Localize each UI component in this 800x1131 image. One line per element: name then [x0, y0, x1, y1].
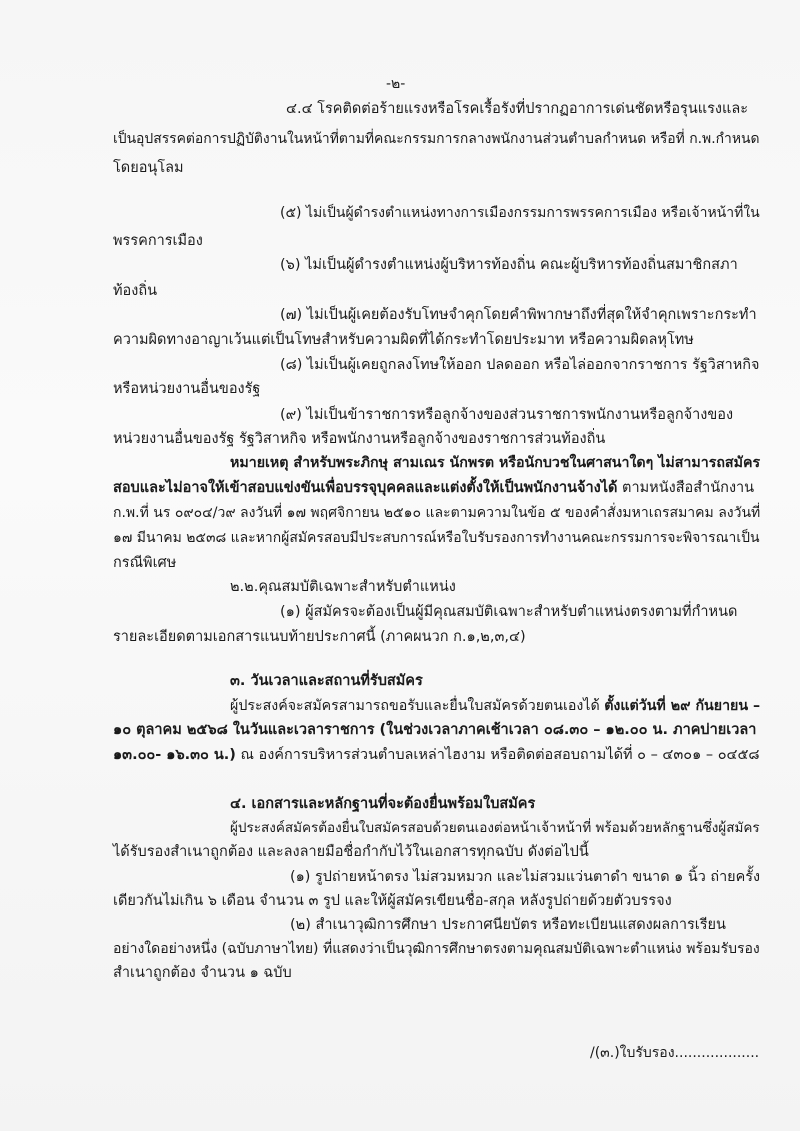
section-4-heading: ๔. เอกสารและหลักฐานที่จะต้องยื่นพร้อมใบสมัคร: [230, 796, 536, 812]
section-2-2-heading: ๒.๒.คุณสมบัติเฉพาะสำหรับตำแหน่ง: [230, 579, 456, 595]
remark-heading: หมายเหตุ สำหรับพระภิกษุ สามเณร นักพรต หรือนักบวชในศาสนาใดๆ ไม่สามารถสมัคร: [230, 455, 761, 471]
page-number: -๒-: [386, 76, 406, 92]
text-line: กรณีพิเศษ: [113, 555, 177, 571]
remark-text: ตามหนังสือสำนักงาน: [617, 480, 755, 496]
application-period-line: [230, 695, 760, 717]
application-time-end: ๑๓.๐๐- ๑๖.๓๐ น.): [113, 747, 236, 763]
qualification-item-5: (๕) ไม่เป็นผู้ดำรงตำแหน่งทางการเมืองกรรมการพรรคการเมือง หรือเจ้าหน้าที่ใน: [280, 205, 760, 221]
qualification-item-6: (๖) ไม่เป็นผู้ดำรงตำแหน่งผู้บริหารท้องถิ่น คณะผู้บริหารท้องถิ่นสมาชิกสภา: [280, 257, 738, 273]
text-line: ผู้ประสงค์สมัครต้องยื่นใบสมัครสอบด้วยตนเองต่อหน้าเจ้าหน้าที่ พร้อมด้วยหลักฐานซึ่งผู้สมัคร: [230, 820, 760, 836]
text-line: ความผิดทางอาญาเว้นแต่เป็นโทษสำหรับความผิดที่ได้กระทำโดยประมาท หรือความผิดลหุโทษ: [113, 332, 694, 348]
text-line: อย่างใดอย่างหนึ่ง (ฉบับภาษาไทย) ที่แสดงว่าเป็นวุฒิการศึกษาตรงตามคุณสมบัติเฉพาะตำแหน่ง พร้อมรับรอง: [113, 941, 760, 957]
text-line: เป็นอุปสรรคต่อการปฏิบัติงานในหน้าที่ตามที่คณะกรรมการกลางพนักงานส่วนตำบลกำหนด หรือที่ ก.พ.กำหนด: [113, 131, 760, 147]
text-line: ๑๗ มีนาคม ๒๕๓๘ และหากผู้สมัครสอบมีประสบการณ์หรือใบรับรองการทำงานคณะกรรมการจะพิจารณาเป็น: [113, 530, 760, 546]
qualification-item-8: (๘) ไม่เป็นผู้เคยถูกลงโทษให้ออก ปลดออก หรือไล่ออกจากราชการ รัฐวิสาหกิจ: [280, 357, 760, 373]
application-date-line: ๑๐ ตุลาคม ๒๕๖๘ ในวันและเวลาราชการ (ในช่วงเวลาภาคเช้าเวลา ๐๘.๓๐ – ๑๒.๐๐ น. ภาคบ่ายเวลา: [113, 722, 757, 738]
application-location: ณ องค์การบริหารส่วนตำบลเหล่าไฮงาม หรือติดต่อสอบถามได้ที่ ๐ – ๔๓๐๑ – ๐๔๕๘: [235, 747, 760, 763]
document-item-2: (๒) สำเนาวุฒิการศึกษา ประกาศนียบัตร หรือทะเบียนแสดงผลการเรียน: [290, 917, 726, 933]
text-line: โดยอนุโลม: [113, 160, 184, 176]
text-line: ก.พ.ที่ นร ๐๙๐๔/ว๙ ลงวันที่ ๑๗ พฤศจิกายน ๒๕๑๐ และตามความในข้อ ๕ ของคำสั่งมหาเถรสมาคม ลงวันที่: [113, 505, 761, 521]
text-line: ท้องถิ่น: [113, 283, 158, 299]
text-line: รายละเอียดตามเอกสารแนบท้ายประกาศนี้ (ภาคผนวก ก.๑,๒,๓,๔): [113, 629, 526, 645]
text-line: สำเนาถูกต้อง จำนวน ๑ ฉบับ: [113, 965, 292, 981]
remark-bold-text: สอบและไม่อาจให้เข้าสอบแข่งขันเพื่อบรรจุบุคคลและแต่งตั้งให้เป็นพนักงานจ้างได้: [113, 480, 618, 496]
qualification-item-7: (๗) ไม่เป็นผู้เคยต้องรับโทษจำคุกโดยคำพิพากษาถึงที่สุดให้จำคุกเพราะกระทำ: [280, 307, 757, 323]
application-location-line: [113, 744, 760, 766]
text-line: พรรคการเมือง: [113, 233, 203, 249]
specific-qualification-item-1: (๑) ผู้สมัครจะต้องเป็นผู้มีคุณสมบัติเฉพาะสำหรับตำแหน่งตรงตามที่กำหนด: [280, 604, 738, 620]
document-item-1: (๑) รูปถ่ายหน้าตรง ไม่สวมหมวก และไม่สวมแว่นตาดำ ขนาด ๑ นิ้ว ถ่ายครั้ง: [290, 869, 761, 885]
application-text: ผู้ประสงค์จะสมัครสามารถขอรับและยื่นใบสมัครด้วยตนเองได้: [230, 698, 605, 714]
continuation-footer: /(๓.)ใบรับรอง...................: [590, 1045, 760, 1061]
text-line: เดียวกันไม่เกิน ๖ เดือน จำนวน ๓ รูป และให้ผู้สมัครเขียนชื่อ-สกุล หลังรูปถ่ายด้วยตัวบรรจง: [113, 893, 672, 909]
application-date-start: ตั้งแต่วันที่ ๒๙ กันยายน –: [604, 698, 761, 714]
text-line: หน่วยงานอื่นของรัฐ รัฐวิสาหกิจ หรือพนักงานหรือลูกจ้างของราชการส่วนท้องถิ่น: [113, 431, 606, 447]
text-line-4-4: ๔.๔ โรคติดต่อร้ายแรงหรือโรคเรื้อรังที่ปรากฏอาการเด่นชัดหรือรุนแรงและ: [286, 101, 748, 117]
qualification-item-9: (๙) ไม่เป็นข้าราชการหรือลูกจ้างของส่วนราชการพนักงานหรือลูกจ้างของ: [280, 407, 734, 423]
text-line: หรือหน่วยงานอื่นของรัฐ: [113, 381, 261, 397]
text-line: ได้รับรองสำเนาถูกต้อง และลงลายมือชื่อกำกับไว้ในเอกสารทุกฉบับ ดังต่อไปนี้: [113, 844, 589, 860]
section-3-heading: ๓. วันเวลาและสถานที่รับสมัคร: [230, 673, 423, 689]
remark-line: [113, 477, 754, 499]
